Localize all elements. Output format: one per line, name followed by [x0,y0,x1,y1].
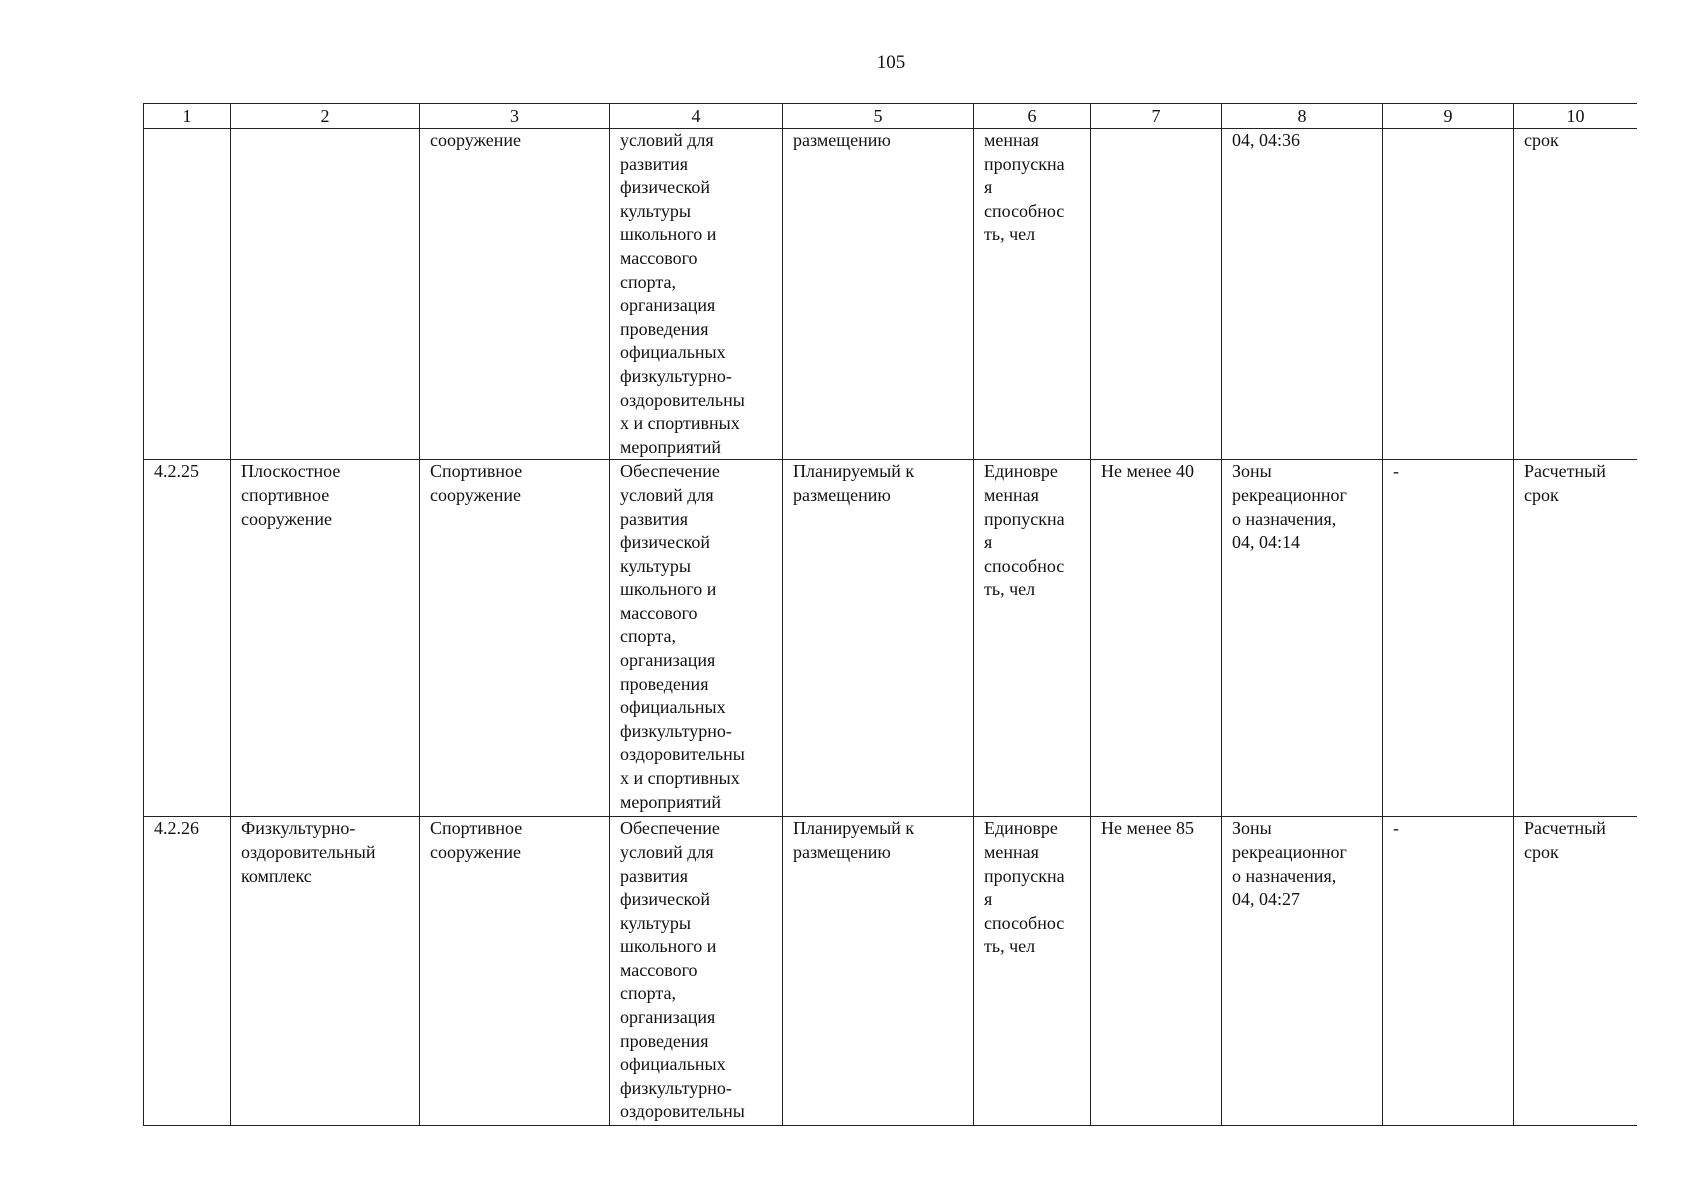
column-header-4: 4 [610,104,783,129]
column-header-7: 7 [1091,104,1222,129]
cell-purpose: условий для развития физической культуры школьного и массового спорта, организация проведения официальных физкультурно- оздоровительны х и спортивных мероприятий [610,129,783,460]
column-header-3: 3 [420,104,610,129]
cell-value: Не менее 85 [1091,817,1222,1126]
cell-value: Не менее 40 [1091,460,1222,817]
cell-status: Планируемый к размещению [783,817,974,1126]
cell-number: 4.2.26 [144,817,231,1126]
cell-characteristic: Единовре менная пропускна я способнос ть, чел [974,460,1091,817]
cell-protection-zone: - [1383,460,1514,817]
document-table [143,103,1637,1126]
table-row [144,129,1638,460]
cell-characteristic: Единовре менная пропускна я способнос ть, чел [974,817,1091,1126]
cell-protection-zone [1383,129,1514,460]
cell-term: срок [1514,129,1638,460]
cell-zone: Зоны рекреационног о назначения, 04, 04:27 [1222,817,1383,1126]
cell-status: Планируемый к размещению [783,460,974,817]
cell-status: размещению [783,129,974,460]
header-row [144,104,1638,129]
cell-term: Расчетный срок [1514,817,1638,1126]
cell-number [144,129,231,460]
cell-characteristic: менная пропускна я способнос ть, чел [974,129,1091,460]
column-header-6: 6 [974,104,1091,129]
column-header-9: 9 [1383,104,1514,129]
cell-purpose: Обеспечение условий для развития физической культуры школьного и массового спорта, организация проведения официальных физкультурно- оздоровительны [610,817,783,1126]
column-header-5: 5 [783,104,974,129]
cell-zone: 04, 04:36 [1222,129,1383,460]
column-header-2: 2 [231,104,420,129]
column-header-1: 1 [144,104,231,129]
page-number: 105 [876,52,906,73]
cell-number: 4.2.25 [144,460,231,817]
cell-object-type: сооружение [420,129,610,460]
cell-object-type: Спортивное сооружение [420,460,610,817]
cell-object-type: Спортивное сооружение [420,817,610,1126]
column-header-8: 8 [1222,104,1383,129]
column-header-10: 10 [1514,104,1638,129]
cell-object-name: Физкультурно- оздоровительный комплекс [231,817,420,1126]
cell-value [1091,129,1222,460]
table-row [144,460,1638,817]
cell-purpose: Обеспечение условий для развития физической культуры школьного и массового спорта, организация проведения официальных физкультурно- оздоровительны х и спортивных мероприятий [610,460,783,817]
cell-object-name: Плоскостное спортивное сооружение [231,460,420,817]
table-row [144,817,1638,1126]
cell-object-name [231,129,420,460]
cell-zone: Зоны рекреационног о назначения, 04, 04:14 [1222,460,1383,817]
cell-protection-zone: - [1383,817,1514,1126]
document-table-container [143,103,1637,1128]
cell-term: Расчетный срок [1514,460,1638,817]
